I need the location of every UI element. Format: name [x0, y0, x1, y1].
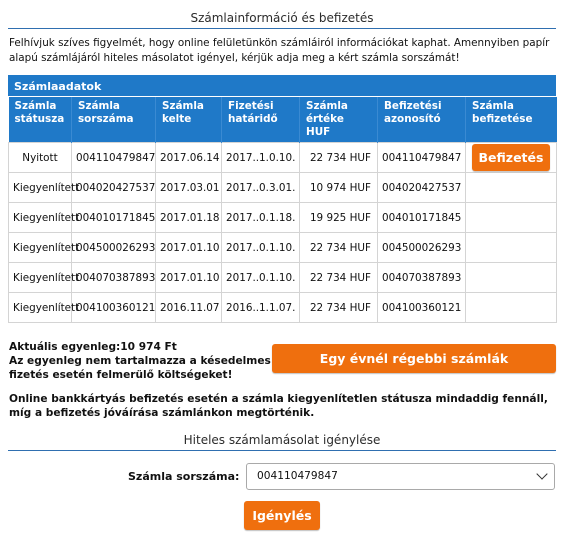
cell-due: 2017..1.0.10.	[222, 143, 300, 173]
table-row	[9, 173, 557, 203]
cell-payment-id: 004110479847	[378, 143, 466, 173]
cell-status: Kiegyenlített	[9, 203, 72, 233]
cell-payment-id: 004020427537	[378, 173, 466, 203]
chevron-down-icon	[536, 468, 547, 479]
cell-due: 2017..0.3.01.	[222, 173, 300, 203]
table-row	[9, 263, 557, 293]
cell-number: 004500026293	[72, 233, 156, 263]
cell-number: 004020427537	[72, 173, 156, 203]
column-header-due: Fizetési határidő	[222, 97, 300, 143]
invoice-table	[8, 97, 557, 323]
cell-amount: 10 974 HUF	[300, 173, 378, 203]
table-row	[9, 203, 557, 233]
cell-date: 2017.03.01	[156, 173, 222, 203]
cell-due: 2017..0.1.10.	[222, 263, 300, 293]
cell-number: 004110479847	[72, 143, 156, 173]
cell-action	[466, 263, 557, 293]
cell-status: Kiegyenlített	[9, 233, 72, 263]
cell-status: Nyitott	[9, 143, 72, 173]
request-copy-button[interactable]: Igénylés	[244, 501, 320, 530]
column-header-amount: Számla értéke HUF	[300, 97, 378, 143]
column-header-status: Számla státusza	[9, 97, 72, 143]
cell-action	[466, 173, 557, 203]
cell-payment-id: 004070387893	[378, 263, 466, 293]
cell-action	[466, 143, 557, 173]
pay-button[interactable]: Befizetés	[472, 144, 550, 171]
cell-payment-id: 004500026293	[378, 233, 466, 263]
cell-due: 2017..0.1.10.	[222, 233, 300, 263]
invoice-number-select[interactable]	[246, 463, 555, 490]
cell-action	[466, 293, 557, 323]
cell-amount: 22 734 HUF	[300, 233, 378, 263]
cell-date: 2017.01.10	[156, 263, 222, 293]
cell-status: Kiegyenlített	[9, 263, 72, 293]
cell-amount: 22 734 HUF	[300, 263, 378, 293]
invoice-table-caption: Számlaadatok	[8, 75, 556, 97]
cell-amount: 22 734 HUF	[300, 293, 378, 323]
cell-number: 004100360121	[72, 293, 156, 323]
invoice-number-selected-value: 004110479847	[257, 470, 338, 482]
cell-date: 2017.01.18	[156, 203, 222, 233]
column-header-number: Számla sorszáma	[72, 97, 156, 143]
section-title-invoice-info: Számlainformáció és befizetés	[8, 11, 556, 29]
cell-date: 2017.06.14	[156, 143, 222, 173]
invoice-number-label: Számla sorszáma:	[128, 470, 240, 483]
table-row	[9, 233, 557, 263]
cell-amount: 22 734 HUF	[300, 143, 378, 173]
cell-number: 004070387893	[72, 263, 156, 293]
section-title-copy-request: Hiteles számlamásolat igénylése	[8, 433, 556, 451]
cell-due: 2017..0.1.18.	[222, 203, 300, 233]
cell-action	[466, 233, 557, 263]
invoice-table-panel	[8, 75, 556, 323]
intro-text: Felhívjuk szíves figyelmét, hogy online felületünkön számláiról információkat kaphat. Amennyiben papír alapú számlájáról hiteles másolatot igényel, kérjük adja meg a kért számla sorszámát!	[9, 37, 550, 64]
current-balance: Aktuális egyenleg:10 974 Ft	[9, 341, 177, 353]
column-header-date: Számla kelte	[156, 97, 222, 143]
cell-number: 004010171845	[72, 203, 156, 233]
invoice-table-header-row	[9, 97, 557, 143]
show-older-invoices-button[interactable]: Egy évnél régebbi számlák megjelenítése	[272, 344, 556, 373]
table-row	[9, 143, 557, 173]
cell-due: 2016..1.1.07.	[222, 293, 300, 323]
column-header-action: Számla befizetése	[466, 97, 557, 143]
column-header-payment-id: Befizetési azonosító	[378, 97, 466, 143]
balance-info	[9, 340, 271, 382]
cell-status: Kiegyenlített	[9, 173, 72, 203]
cell-date: 2017.01.10	[156, 233, 222, 263]
cell-date: 2016.11.07	[156, 293, 222, 323]
cell-status: Kiegyenlített	[9, 293, 72, 323]
cell-amount: 19 925 HUF	[300, 203, 378, 233]
cell-action	[466, 203, 557, 233]
cell-payment-id: 004100360121	[378, 293, 466, 323]
cell-payment-id: 004010171845	[378, 203, 466, 233]
balance-disclaimer: Az egyenleg nem tartalmazza a késedelmes fizetés esetén felmerülő költségeket!	[9, 355, 271, 381]
online-payment-note: Online bankkártyás befizetés esetén a számla kiegyenlítetlen státusza mindaddig fennáll, míg a befizetés jóváírása számlánkon megtörténik.	[9, 393, 548, 419]
table-row	[9, 293, 557, 323]
